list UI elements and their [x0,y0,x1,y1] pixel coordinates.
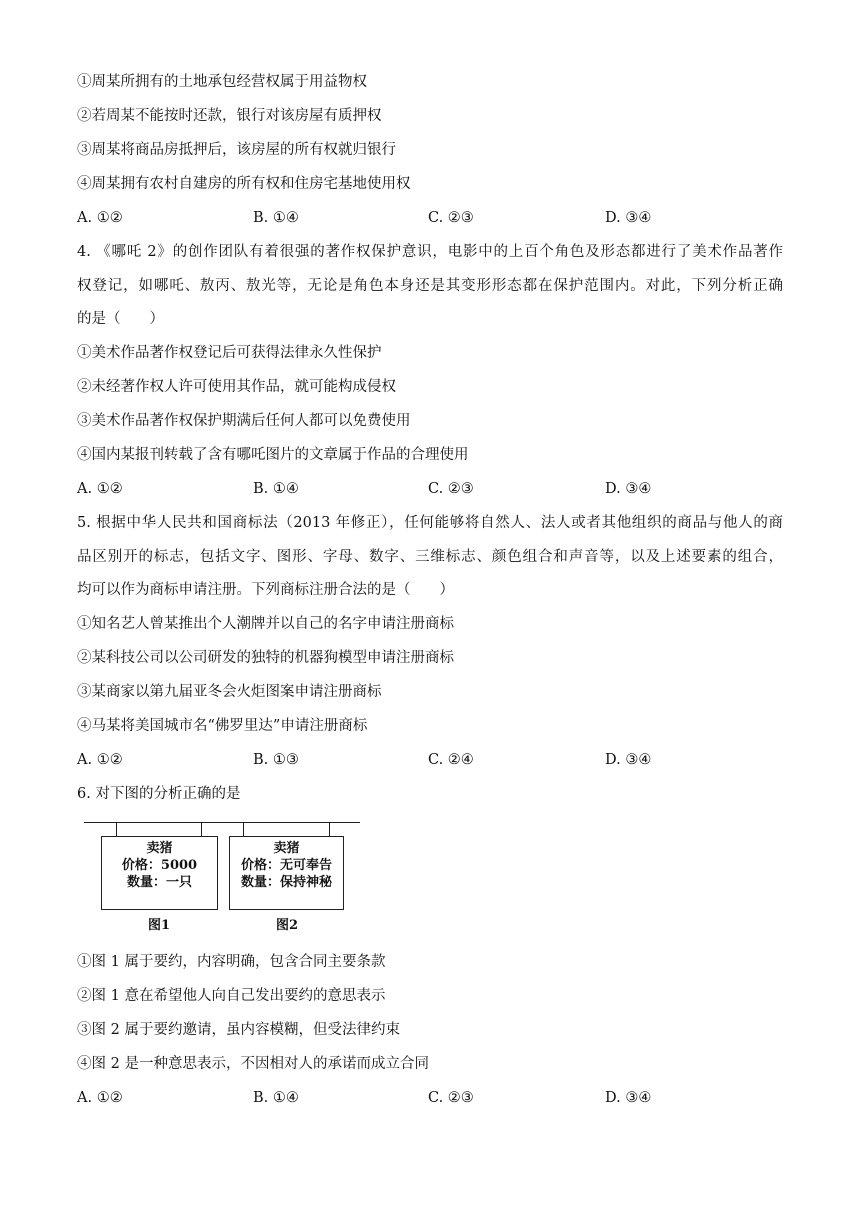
q4-stem-line-2: 权登记，如哪吒、敖丙、敖光等，无论是角色本身还是其变形形态都在保护范围内。对此，下列分析正确 [77,278,783,294]
q5-option-c[interactable]: C. ②④ [428,752,474,768]
q6-item-1: ①图 1 属于要约，内容明确，包含合同主要条款 [77,954,386,970]
q6-option-b[interactable]: B. ①④ [253,1090,299,1106]
q5-item-3: ③某商家以第九届亚冬会火炬图案申请注册商标 [77,684,382,700]
sign1-title: 卖猪 [146,841,173,856]
figure-1-caption: 图1 [147,918,171,933]
q4-item-1: ①美术作品著作权登记后可获得法律永久性保护 [77,345,382,361]
q5-option-b[interactable]: B. ①③ [253,752,299,768]
sign-figure-2 [229,836,344,910]
q5-stem-line-1: 5. 根据中华人民共和国商标法（2013 年修正），任何能够将自然人、法人或者其他组织的商品与他人的商 [77,515,783,531]
q5-option-d[interactable]: D. ③④ [605,752,652,768]
q3-option-d[interactable]: D. ③④ [605,210,652,226]
q6-options [77,1088,777,1108]
q5-option-a[interactable]: A. ①② [77,752,123,768]
sign2-price: 价格：无可奉告 [240,858,332,873]
q4-option-a[interactable]: A. ①② [77,481,123,497]
q3-item-4: ④周某拥有农村自建房的所有权和住房宅基地使用权 [77,176,411,192]
q4-stem-line-1: 4. 《哪吒 2》的创作团队有着很强的著作权保护意识，电影中的上百个角色及形态都进行了美术作品著作 [77,244,783,260]
q3-item-2: ②若周某不能按时还款，银行对该房屋有质押权 [77,108,382,124]
q4-item-2: ②未经著作权人许可使用其作品，就可能构成侵权 [77,379,396,395]
sign1-hanger-left [116,822,117,837]
q5-item-1: ①知名艺人曾某推出个人潮牌并以自己的名字申请注册商标 [77,616,454,632]
q6-item-4: ④图 2 是一种意思表示，不因相对人的承诺而成立合同 [77,1056,429,1072]
q3-item-3: ③周某将商品房抵押后，该房屋的所有权就归银行 [77,142,396,158]
q4-option-d[interactable]: D. ③④ [605,481,652,497]
sign2-hanger-right [329,822,330,837]
q6-stem: 6. 对下图的分析正确的是 [77,786,241,802]
q4-option-c[interactable]: C. ②③ [428,481,474,497]
q3-item-1: ①周某所拥有的土地承包经营权属于用益物权 [77,74,367,90]
q4-item-4: ④国内某报刊转载了含有哪吒图片的文章属于作品的合理使用 [77,447,469,463]
q3-option-b[interactable]: B. ①④ [253,210,299,226]
q5-stem-line-3: 均可以作为商标申请注册。下列商标注册合法的是（ ） [77,582,454,598]
sign2-hanger-left [243,822,244,837]
q5-options [77,750,777,770]
q6-item-3: ③图 2 属于要约邀请，虽内容模糊，但受法律约束 [77,1022,400,1038]
q3-option-a[interactable]: A. ①② [77,210,123,226]
sign-figure-1 [101,836,218,910]
q5-item-2: ②某科技公司以公司研发的独特的机器狗模型申请注册商标 [77,650,454,666]
q5-stem-line-2: 品区别开的标志，包括文字、图形、字母、数字、三维标志、颜色组合和声音等，以及上述要素的组合， [77,549,783,565]
sign1-price: 价格：5000 [121,858,198,873]
q6-option-d[interactable]: D. ③④ [605,1090,652,1106]
q3-options [77,208,777,228]
q4-options [77,479,777,499]
q6-item-2: ②图 1 意在希望他人向自己发出要约的意思表示 [77,988,386,1004]
q5-item-4: ④马某将美国城市名“佛罗里达”申请注册商标 [77,718,368,734]
q3-option-c[interactable]: C. ②③ [428,210,474,226]
q6-figure [84,818,360,936]
q6-option-a[interactable]: A. ①② [77,1090,123,1106]
sign1-hanger-right [201,822,202,837]
figure-rail [84,822,360,823]
q4-stem-line-3: 的是（ ） [77,311,164,327]
sign2-quantity: 数量：保持神秘 [240,875,332,890]
q4-item-3: ③美术作品著作权保护期满后任何人都可以免费使用 [77,413,411,429]
sign1-quantity: 数量：一只 [126,875,192,890]
q6-option-c[interactable]: C. ②③ [428,1090,474,1106]
q4-option-b[interactable]: B. ①④ [253,481,299,497]
figure-2-caption: 图2 [275,918,299,933]
sign2-title: 卖猪 [273,841,300,856]
